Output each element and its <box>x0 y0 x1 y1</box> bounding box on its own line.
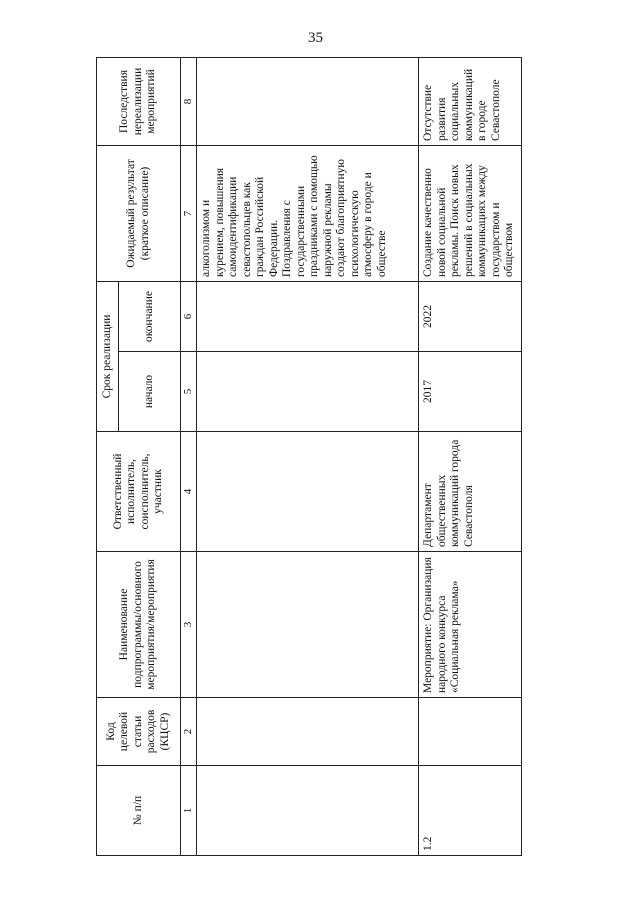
header-result: Ожидаемый результат (краткое описание) <box>97 146 181 282</box>
column-number: 5 <box>181 352 197 432</box>
cell-start: 2017 <box>419 352 522 432</box>
header-period-group: Срок реализации <box>97 282 119 432</box>
cell-executor <box>197 432 419 552</box>
column-number: 4 <box>181 432 197 552</box>
cell-code <box>419 698 522 766</box>
cell-num: 1.2 <box>419 766 522 856</box>
column-number: 1 <box>181 766 197 856</box>
column-number: 3 <box>181 552 197 698</box>
page-number: 35 <box>308 30 323 46</box>
header-end: окончание <box>119 282 181 352</box>
header-num: № п/п <box>97 766 181 856</box>
table-rotor <box>96 58 521 856</box>
cell-result: Создание качественно новой социальной рекламы. Поиск новых решений в социальных коммуникациях между государством и обществом <box>419 146 522 282</box>
column-number: 7 <box>181 146 197 282</box>
cell-end: 2022 <box>419 282 522 352</box>
header-name: Наименование подпрограммы/основного мероприятия/мероприятия <box>97 552 181 698</box>
column-number: 8 <box>181 58 197 146</box>
cell-start <box>197 352 419 432</box>
cell-end <box>197 282 419 352</box>
table-row <box>419 58 522 856</box>
cell-executor: Департамент общественных коммуникаций города Севастополя <box>419 432 522 552</box>
header-consequences: Последствия нереализации мероприятий <box>97 58 181 146</box>
column-number-row <box>181 58 197 856</box>
cell-name <box>197 552 419 698</box>
header-start: начало <box>119 352 181 432</box>
cell-consequences: Отсутствие развития социальных коммуникаций в городе Севастополе <box>419 58 522 146</box>
rotated-table-stage <box>96 58 521 856</box>
column-number: 2 <box>181 698 197 766</box>
header-code: Код целевой статьи расходов (КЦСР) <box>97 698 181 766</box>
cell-num <box>197 766 419 856</box>
column-number: 6 <box>181 282 197 352</box>
program-table <box>96 57 522 856</box>
cell-name: Мероприятие: Организация народного конкурса «Социальная реклама» <box>419 552 522 698</box>
cell-consequences <box>197 58 419 146</box>
table-row <box>197 58 419 856</box>
header-executor: Ответственный исполнитель, соисполнитель, участник <box>97 432 181 552</box>
cell-code <box>197 698 419 766</box>
cell-result: алкоголизмом и курением, повышения самоидентификации севастопольцев как граждан Российской Федерации. Поздравления с государственными праздниками с помощью наружной рекламы создают благоприятную психологическую атмосферу в городе и обществе <box>197 146 419 282</box>
